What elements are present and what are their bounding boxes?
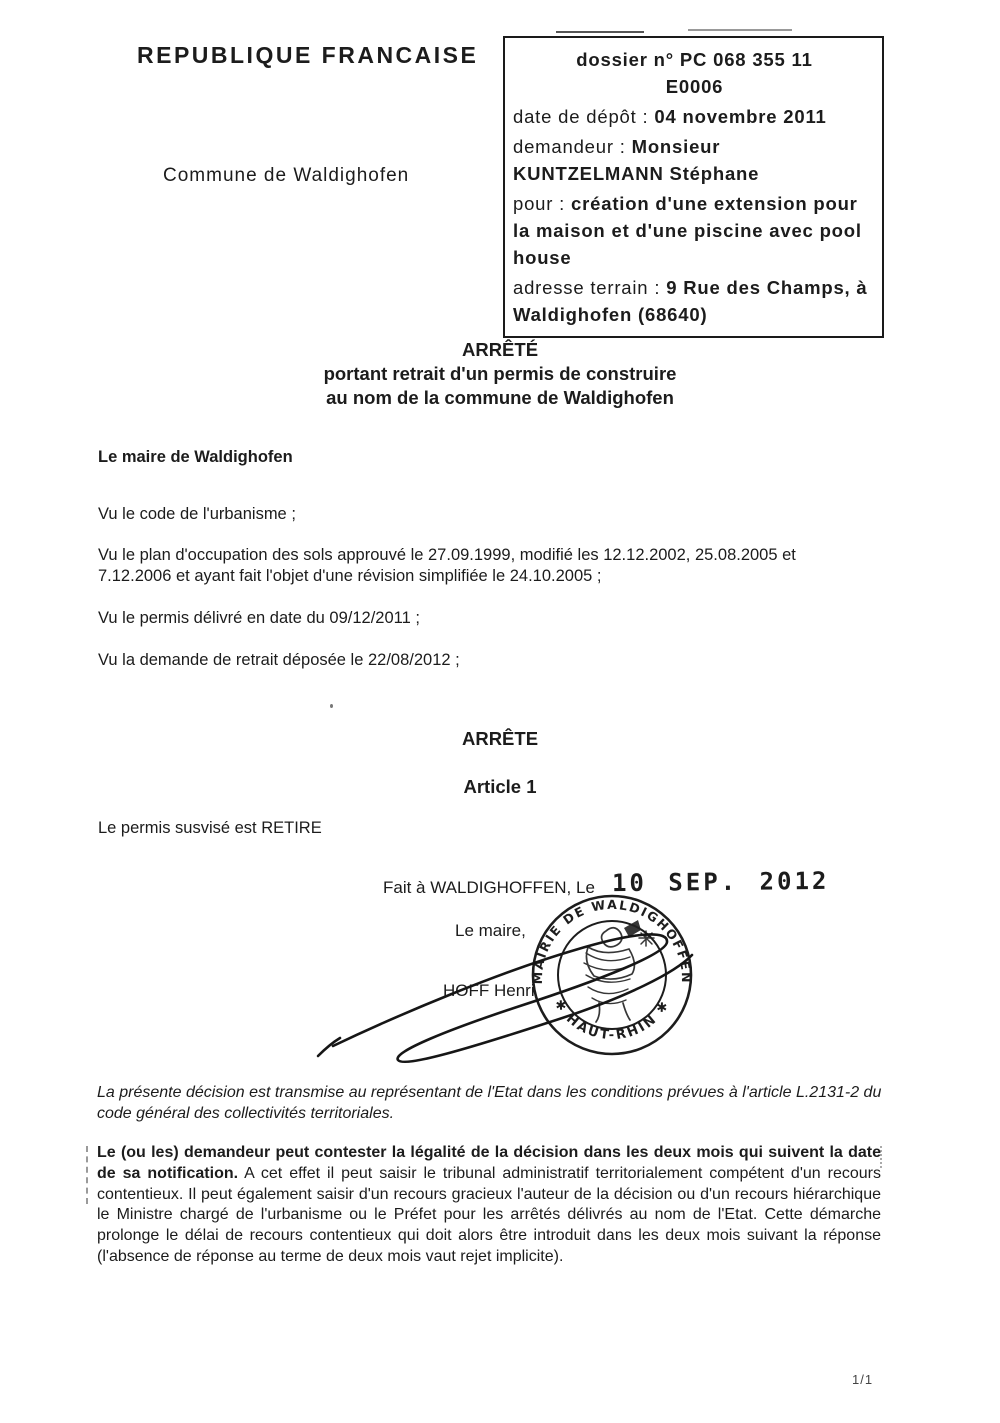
dossier-field-pour [513, 190, 876, 271]
seal-bottom-text: ✱ HAUT-RHIN ✱ [550, 997, 674, 1044]
title-line-3: au nom de la commune de Waldighofen [326, 387, 674, 408]
vu-paragraph-1: Vu le code de l'urbanisme ; [98, 505, 296, 523]
field-label: adresse terrain : [513, 277, 667, 298]
field-label: demandeur : [513, 136, 632, 157]
scan-artifact-dash [688, 29, 792, 31]
commune-label: Commune de Waldighofen [163, 165, 410, 186]
contest-rest: A cet effet il peut saisir le tribunal administratif territorialement compétent d'un recours contentieux. Il peut également saisir d'un recours gracieux l'auteur de la décision ou d'un recours hiérarchique le Ministre chargé de l'urbanisme ou le Préfet pour les arrêtés délivrés au nom de l'Etat. Cette démarche prolonge le délai de recours contentieux qui doit alors être introduit dans les deux mois suivant la réponse (l'absence de réponse au terme de deux mois vaut rejet implicite). [97, 1164, 881, 1265]
article-1-heading: Article 1 [463, 776, 537, 797]
field-label: date de dépôt : [513, 106, 655, 127]
role-line: Le maire, [455, 921, 526, 940]
vu-paragraph-4: Vu la demande de retrait déposée le 22/08/2012 ; [98, 651, 460, 669]
dossier-field-adresse [513, 274, 876, 328]
recipient-line: Le maire de Waldighofen [98, 448, 293, 466]
signature-scribble-icon [290, 915, 710, 1075]
fait-a-line: Fait à WALDIGHOFFEN, Le [383, 878, 595, 897]
dossier-number-line1: dossier n° PC 068 355 11 [576, 49, 813, 70]
contest-paragraph [97, 1143, 881, 1268]
dossier-field-date [513, 103, 876, 130]
field-value: Monsieur KUNTZELMANN Stéphane [513, 136, 760, 184]
date-stamp: 10 SEP. 2012 [611, 866, 830, 898]
transmission-note: La présente décision est transmise au représentant de l'Etat dans les conditions prévues à l'article L.2131-2 du code général des collectivités territoriales. [97, 1084, 882, 1122]
title-line-1: ARRÊTÉ [461, 339, 539, 360]
page-number: 1/1 [852, 1372, 874, 1387]
title-line-2: portant retrait d'un permis de construire [323, 363, 677, 384]
scan-artifact-dash [556, 31, 644, 33]
vu-paragraph-3: Vu le permis délivré en date du 09/12/2011 ; [98, 609, 420, 627]
signer-name: HOFF Henri [443, 981, 535, 1000]
article-1-text: Le permis susvisé est RETIRE [98, 819, 322, 837]
field-value: 9 Rue des Champs, à Waldighofen (68640) [513, 277, 868, 325]
seal-top-text: MAIRIE DE WALDIGHOFFEN [529, 896, 695, 985]
scan-artifact-dash [86, 1146, 88, 1204]
scan-artifact-dot [330, 704, 333, 708]
republique-heading: REPUBLIQUE FRANCAISE [137, 42, 479, 68]
field-value: 04 novembre 2011 [654, 106, 827, 127]
vu-paragraph-2: Vu le plan d'occupation des sols approuvé le 27.09.1999, modifié les 12.12.2002, 25.08.2005 et 7.12.2006 et ayant fait l'objet d'une révision simplifiée le 24.10.2005 ; [98, 546, 796, 585]
contest-bold-lead: Le (ou les) demandeur peut contester la légalité de la décision dans les deux mois qui suivent la date de sa notification. [97, 1144, 881, 1182]
dossier-field-demandeur [513, 133, 876, 187]
arrete-heading: ARRÊTE [461, 728, 539, 749]
dossier-number-line2: E0006 [665, 76, 724, 97]
field-value: création d'une extension pour la maison et d'une piscine avec pool house [513, 193, 862, 268]
field-label: pour : [513, 193, 572, 214]
document-title [0, 338, 1000, 410]
dossier-info-box [503, 36, 884, 338]
